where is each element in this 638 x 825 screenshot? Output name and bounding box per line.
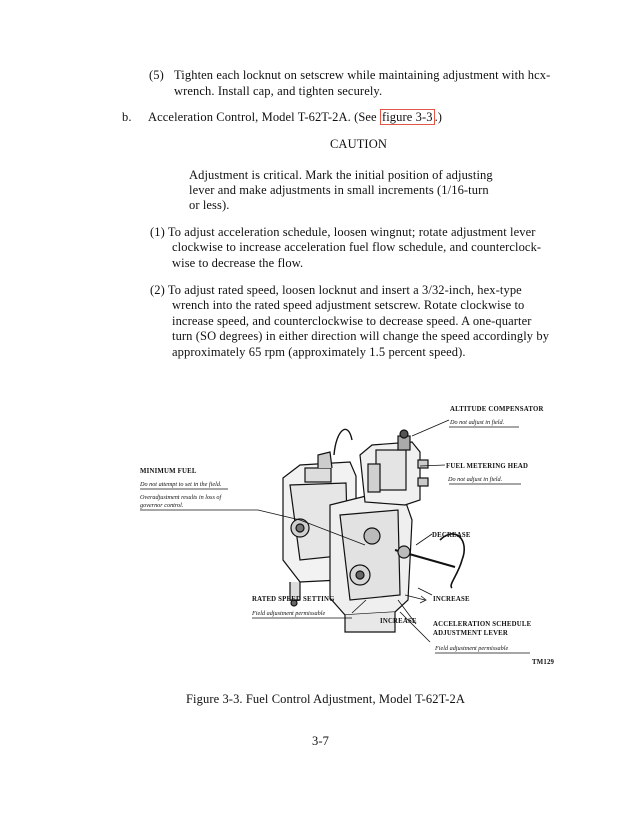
label-altitude-note: Do not adjust in field. [450, 419, 505, 426]
section-b-text-end: .) [434, 110, 443, 124]
label-fuel-metering-head: FUEL METERING HEAD [446, 463, 529, 470]
label-min-fuel-note-3: governor control. [140, 502, 184, 509]
step-2-line-3: increase speed, and counterclockwise to decrease speed. A one-quarter [172, 314, 532, 328]
label-fuel-head-note: Do not adjust in field. [448, 476, 503, 483]
label-increase-bottom: INCREASE [380, 618, 417, 625]
label-increase-right: INCREASE [433, 596, 470, 603]
label-min-fuel-note-1: Do not attempt to set in the field. [140, 481, 222, 488]
section-b-letter: b. [122, 110, 132, 124]
section-b-text: Acceleration Control, Model T-62T-2A. (See [148, 110, 377, 124]
label-rated-note: Field adjustment permissable [252, 610, 326, 617]
step-1-line-1: (1) To adjust acceleration schedule, loosen wingnut; rotate adjustment lever [150, 225, 536, 239]
figure-3-3-link[interactable]: figure 3-3 [381, 110, 433, 124]
item-5-line-1: Tighten each locknut on setscrew while maintaining adjustment with hcx- [174, 68, 551, 82]
item-5-line-2: wrench. Install cap, and tighten securely. [174, 84, 383, 98]
label-adjustment-lever: ADJUSTMENT LEVER [433, 630, 509, 637]
figure-caption: Figure 3-3. Fuel Control Adjustment, Model T-62T-2A [186, 692, 465, 706]
step-2-line-5: approximately 65 rpm (approximately 1.5 percent speed). [172, 345, 466, 359]
step-2-line-4: turn (SO degrees) in either direction will change the speed accordingly by [172, 329, 550, 343]
caution-line-1: Adjustment is critical. Mark the initial position of adjusting [189, 168, 493, 182]
label-rated-speed-setting: RATED SPEED SETTING [252, 596, 335, 603]
label-decrease: DECREASE [432, 532, 471, 539]
page-number: 3-7 [312, 734, 329, 748]
step-1-line-3: wise to decrease the flow. [172, 256, 304, 270]
caution-line-3: or less). [189, 198, 230, 212]
step-1-line-2: clockwise to increase acceleration fuel flow schedule, and counterclock- [172, 240, 542, 254]
item-5-number: (5) [149, 68, 164, 82]
label-min-fuel-note-2: Overadjustment results in loss of [140, 494, 222, 501]
figure-code: TM129 [532, 659, 555, 666]
caution-heading: CAUTION [330, 137, 387, 151]
caution-line-2: lever and make adjustments in small increments (1/16-turn [189, 183, 489, 197]
step-2-line-2: wrench into the rated speed adjustment setscrew. Rotate clockwise to [172, 298, 525, 312]
label-altitude-compensator: ALTITUDE COMPENSATOR [450, 406, 544, 413]
label-accel-schedule: ACCELERATION SCHEDULE [433, 621, 532, 628]
step-2-line-1: (2) To adjust rated speed, loosen locknut and insert a 3/32-inch, hex-type [150, 283, 522, 297]
label-minimum-fuel: MINIMUM FUEL [140, 468, 197, 475]
label-accel-note: Field adjustment permissable [435, 645, 509, 652]
